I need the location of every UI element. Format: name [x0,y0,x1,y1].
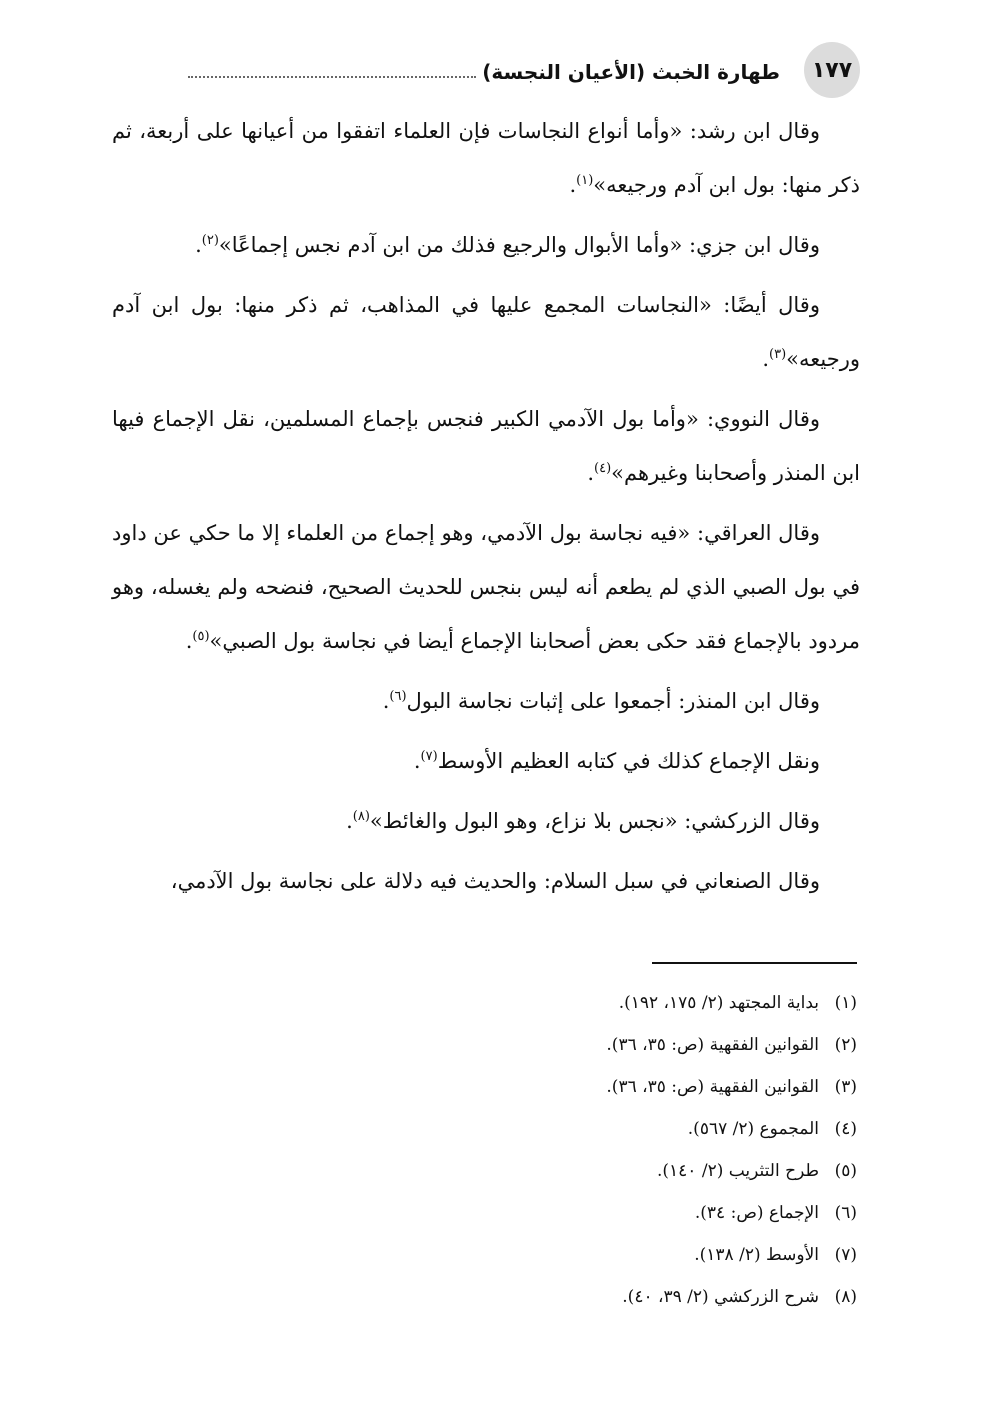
footnote-text: القوانين الفقهية (ص: ٣٥، ٣٦). [606,1035,819,1055]
footnote-separator [652,962,857,964]
footnote-ref: (٦) [389,689,407,704]
footnote-ref: (٨) [352,809,370,824]
footnote-ref: (٥) [192,629,210,644]
page-header [108,38,860,100]
footnote [112,1150,857,1192]
footnote-ref: (١) [576,173,594,188]
paragraph: وقال الصنعاني في سبل السلام: والحديث فيه دلالة على نجاسة بول الآدمي، [170,869,820,893]
running-title-line [188,60,780,84]
footnote-text: شرح الزركشي (٢/ ٣٩، ٤٠). [622,1287,819,1307]
paragraph: وقال النووي: «وأما بول الآدمي الكبير فنجس بإجماع المسلمين، نقل الإجماع فيها ابن المنذر وأصحابنا وغيرهم»$^{(٤)}$. [112,407,860,485]
footnote-number: (٤) [834,1119,857,1139]
footnote-number: (٥) [834,1161,857,1181]
body-text [112,104,860,914]
paragraph: وقال ابن جزي: «وأما الأبوال والرجيع فذلك من ابن آدم نجس إجماعًا»$^{(٢)}$. [195,233,820,257]
footnote-number: (٦) [834,1203,857,1223]
footnote-text: القوانين الفقهية (ص: ٣٥، ٣٦). [606,1077,819,1097]
footnote-number: (٨) [834,1287,857,1307]
footnote-text: بداية المجتهد (٢/ ١٧٥، ١٩٢). [618,993,819,1013]
paragraph: ونقل الإجماع كذلك في كتابه العظيم الأوسط$^{(٧)}$. [413,749,820,773]
footnote-ref: (٢) [201,233,219,248]
footnote [112,1024,857,1066]
footnote-ref: (٧) [420,749,438,764]
paragraph: وقال ابن رشد: «وأما أنواع النجاسات فإن العلماء اتفقوا من أعيانها على أربعة، ثم ذكر منها: بول ابن آدم ورجيعه»$^{(١)}$. [112,119,860,197]
footnote-text: المجموع (٢/ ٥٦٧). [687,1119,819,1139]
footnotes [112,982,857,1318]
footnote-ref: (٤) [594,461,612,476]
footnote-ref: (٣) [769,347,787,362]
paragraph: وقال العراقي: «فيه نجاسة بول الآدمي، وهو إجماع من العلماء إلا ما حكي عن داود في بول الصبي الذي لم يطعم أنه ليس بنجس للحديث الصحيح، فنضحه ولم يغسله، وهو مردود بالإجماع فقد حكى بعض أصحابنا الإجماع أيضا في نجاسة بول الصبي»$^{(٥)}$. [112,521,860,653]
dotted-leader [188,76,476,78]
footnote [112,1276,857,1318]
footnote-text: الإجماع (ص: ٣٤). [694,1203,819,1223]
running-title: طهارة الخبث (الأعيان النجسة) [482,60,780,84]
paragraph: وقال أيضًا: «النجاسات المجمع عليها في المذاهب، ثم ذكر منها: بول ابن آدم ورجيعه»$^{(٣)}$. [112,293,860,371]
footnote [112,1066,857,1108]
footnote-number: (٣) [834,1077,857,1097]
page-number: ١٧٧ [804,42,860,98]
footnote [112,1234,857,1276]
footnote-number: (٢) [834,1035,857,1055]
footnote [112,982,857,1024]
paragraph: وقال ابن المنذر: أجمعوا على إثبات نجاسة البول$^{(٦)}$. [382,689,820,713]
footnote-text: الأوسط (٢/ ١٣٨). [694,1245,819,1265]
footnote-number: (٧) [834,1245,857,1265]
footnote [112,1108,857,1150]
paragraph: وقال الزركشي: «نجس بلا نزاع، وهو البول والغائط»$^{(٨)}$. [346,809,820,833]
footnote [112,1192,857,1234]
footnote-number: (١) [834,993,857,1013]
footnote-text: طرح التثريب (٢/ ١٤٠). [656,1161,819,1181]
